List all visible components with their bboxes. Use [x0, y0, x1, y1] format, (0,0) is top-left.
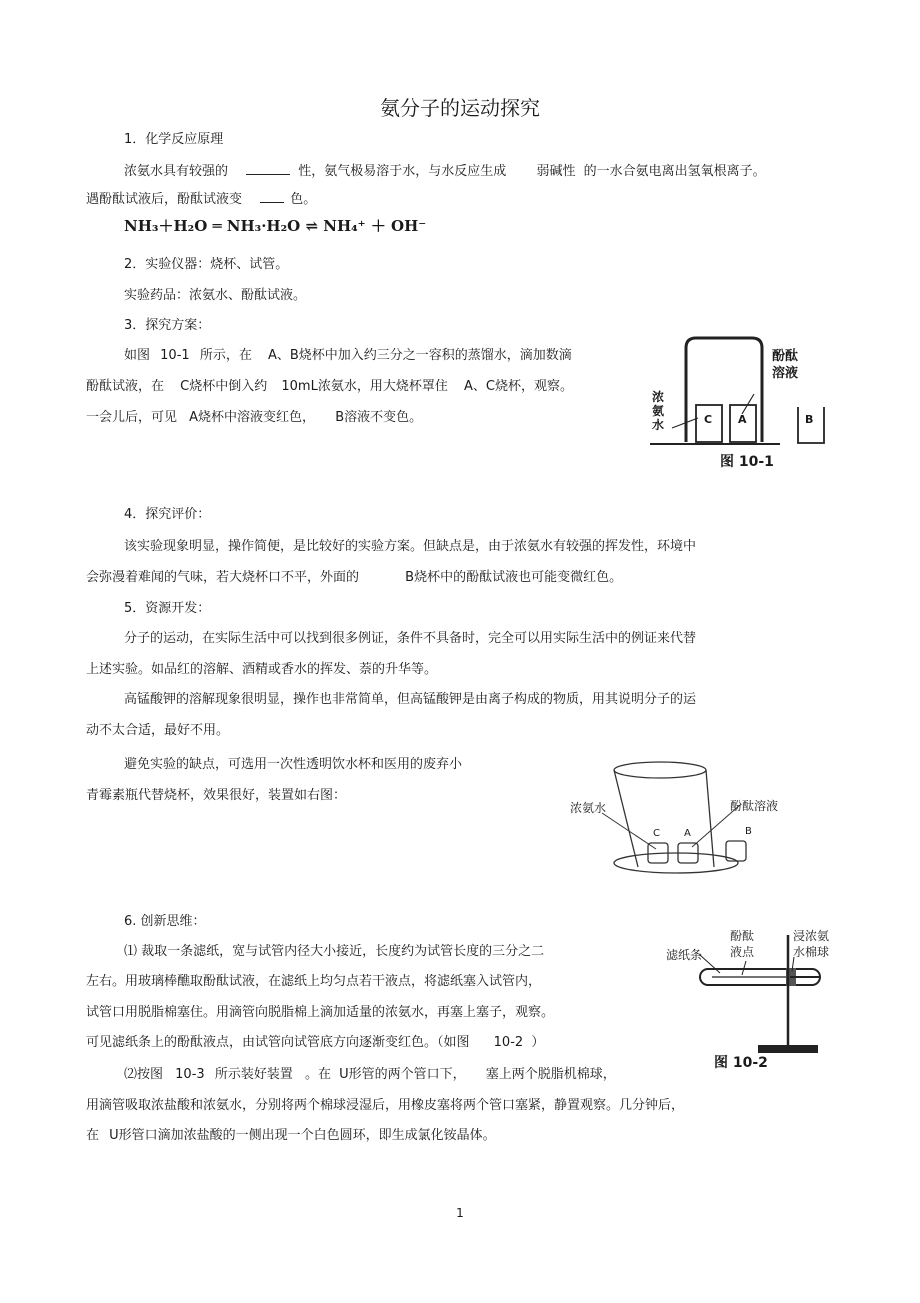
cup-vial-a-label: A [684, 828, 691, 839]
text-run: 会弥漫着难闻的气味，若大烧杯口不平，外面的 [86, 570, 360, 585]
text-run: U形管的两个管口下， [339, 1067, 466, 1082]
section-2-reagents: 实验药品：浓氨水、酚酞试液。 [124, 288, 307, 303]
text-run: A、C烧杯，观察。 [463, 379, 573, 394]
section-6-line-2: 左右。用玻璃棒醮取酚酞试液，在滤纸上均匀点若干液点，将滤纸塞入试管内， [86, 974, 542, 989]
text-run: 10-1 [160, 348, 190, 363]
section-4-heading: 4．探究评价： [124, 507, 211, 522]
page-title: 氨分子的运动探究 [380, 96, 540, 120]
section-5-line-1: 分子的运动，在实际生活中可以找到很多例证，条件不具备时，完全可以用实际生活中的例证来代替 [124, 631, 697, 646]
fig1-ammonia-label: 浓 氨 水 [652, 390, 665, 432]
text-run: U形管口滴加浓盐酸的一侧出现一个白色圆环，即生成氯化铵晶体。 [109, 1128, 496, 1143]
text-run: 所示，在 [199, 348, 252, 363]
text-run: 性，氨气极易溶于水，与水反应生成 [298, 164, 507, 179]
section-6-line-6: 用滴管吸取浓盐酸和浓氨水，分别将两个棉球浸湿后，用橡皮塞将两个管口塞紧，静置观察。几分钟后， [86, 1098, 685, 1113]
pointer-line [602, 813, 656, 849]
text-run: 酚酞试液，在 [86, 379, 165, 394]
section-3-line-1 [124, 346, 572, 366]
fig2-cotton-label: 浸浓氨 水棉球 [793, 929, 830, 959]
section-6-line-5 [124, 1065, 616, 1085]
cup-left-wall [614, 770, 638, 867]
fig1-beaker-b-label: B [805, 413, 814, 426]
text-run: 可见滤纸条上的酚酞液点，由试管向试管底方向逐渐变红色。（如图 [86, 1035, 470, 1050]
section-6-heading: 6. 创新思维： [124, 914, 206, 929]
text-run: 弱碱性 [536, 164, 576, 179]
fig2-drops-label: 酚酞 液点 [730, 929, 755, 959]
text-run: A、B烧杯中加入约三分之一容积的蒸馏水，滴加数滴 [267, 348, 572, 363]
beaker-b-drawing [794, 405, 828, 445]
answer-blank [246, 174, 290, 175]
text-run: 色。 [290, 192, 317, 207]
section-4-line-2 [86, 568, 622, 588]
section-6-line-7 [86, 1126, 496, 1146]
text-run: 遇酚酞试液后，酚酞试液变 [86, 192, 243, 207]
page-number: 1 [456, 1206, 464, 1220]
text-run: 如图 [124, 348, 151, 363]
text-run: 浓氨水具有较强的 [124, 164, 229, 179]
cup-ammonia-label: 浓氨水 [570, 801, 607, 815]
section-5-line-2: 上述实验。如品红的溶解、酒精或香水的挥发、萘的升华等。 [86, 662, 438, 677]
section-5-line-4: 动不太合适，最好不用。 [86, 723, 230, 738]
cup-right-wall [706, 770, 714, 867]
text-run: 10mL浓氨水，用大烧杯罩住 [281, 379, 448, 394]
cup-base-rim [614, 853, 738, 873]
text-run: B烧杯中的酚酞试液也可能变微红色。 [405, 570, 623, 585]
reaction-equation: NH₃＋H₂O ═ NH₃·H₂O ⇌ NH₄⁺ ＋ OH⁻ [124, 217, 427, 235]
fig2-strip-label: 滤纸条 [666, 948, 703, 962]
text-run: 。在 [304, 1067, 331, 1082]
fig1-phenol-label: 酚酞 溶液 [772, 349, 799, 381]
fig2-caption: 图 10-2 [714, 1055, 768, 1071]
section-1-heading: 1．化学反应原理 [124, 132, 224, 147]
section-2-heading: 2．实验仪器：烧杯、试管。 [124, 257, 289, 272]
text-run: 塞上两个脱脂机棉球， [485, 1067, 616, 1082]
large-beaker-outline [686, 338, 762, 442]
text-run: 的一水合氨电离出氢氧根离子。 [583, 164, 766, 179]
text-run: 所示装好装置 [214, 1067, 293, 1082]
text-run: C烧杯中倒入约 [180, 379, 268, 394]
text-run: 一会儿后，可见 [86, 410, 178, 425]
section-3-heading: 3．探究方案： [124, 318, 211, 333]
section-6-line-4 [86, 1033, 544, 1053]
section-5-line-3: 高锰酸钾的溶解现象很明显，操作也非常简单，但高锰酸钾是由离子构成的物质，用其说明分子的运 [124, 692, 697, 707]
section-6-line-1: ⑴ 裁取一条滤纸，宽与试管内径大小接近，长度约为试管长度的三分之二 [124, 944, 545, 959]
text-run: 10-2 [493, 1035, 524, 1050]
section-5-line-6: 青霉素瓶代替烧杯，效果很好，装置如右图： [86, 788, 347, 803]
text-run: 10-3 [175, 1067, 205, 1082]
section-1-para-1 [124, 162, 766, 182]
cup-top-rim [614, 762, 706, 778]
section-5-line-5: 避免实验的缺点，可选用一次性透明饮水杯和医用的废弃小 [124, 757, 463, 772]
fig1-beaker-a-label: A [738, 413, 747, 426]
text-run: A烧杯中溶液变红色， [189, 410, 316, 425]
section-6-line-3: 试管口用脱脂棉塞住。用滴管向脱脂棉上滴加适量的浓氨水，再塞上塞子，观察。 [86, 1005, 555, 1020]
section-4-line-1: 该实验现象明显，操作简便，是比较好的实验方案。但缺点是，由于浓氨水有较强的挥发性，环境中 [124, 539, 697, 554]
fig1-beaker-c-label: C [704, 413, 713, 426]
cup-vial-c-label: C [653, 828, 660, 839]
section-1-para-2 [86, 190, 316, 210]
section-3-line-3 [86, 408, 422, 428]
section-3-line-2 [86, 377, 573, 397]
cup-phenol-label: 酚酞溶液 [730, 799, 779, 813]
figure-cup-apparatus [560, 755, 770, 885]
text-run: ） [531, 1035, 545, 1050]
text-run: B溶液不变色。 [335, 410, 423, 425]
stand-base [758, 1045, 818, 1053]
text-run: ⑵按图 [124, 1067, 164, 1082]
answer-blank [260, 202, 284, 203]
section-5-heading: 5．资源开发： [124, 601, 211, 616]
fig1-caption: 图 10-1 [720, 454, 774, 470]
text-run: 在 [86, 1128, 100, 1143]
cup-vial-b-label: B [745, 826, 752, 837]
